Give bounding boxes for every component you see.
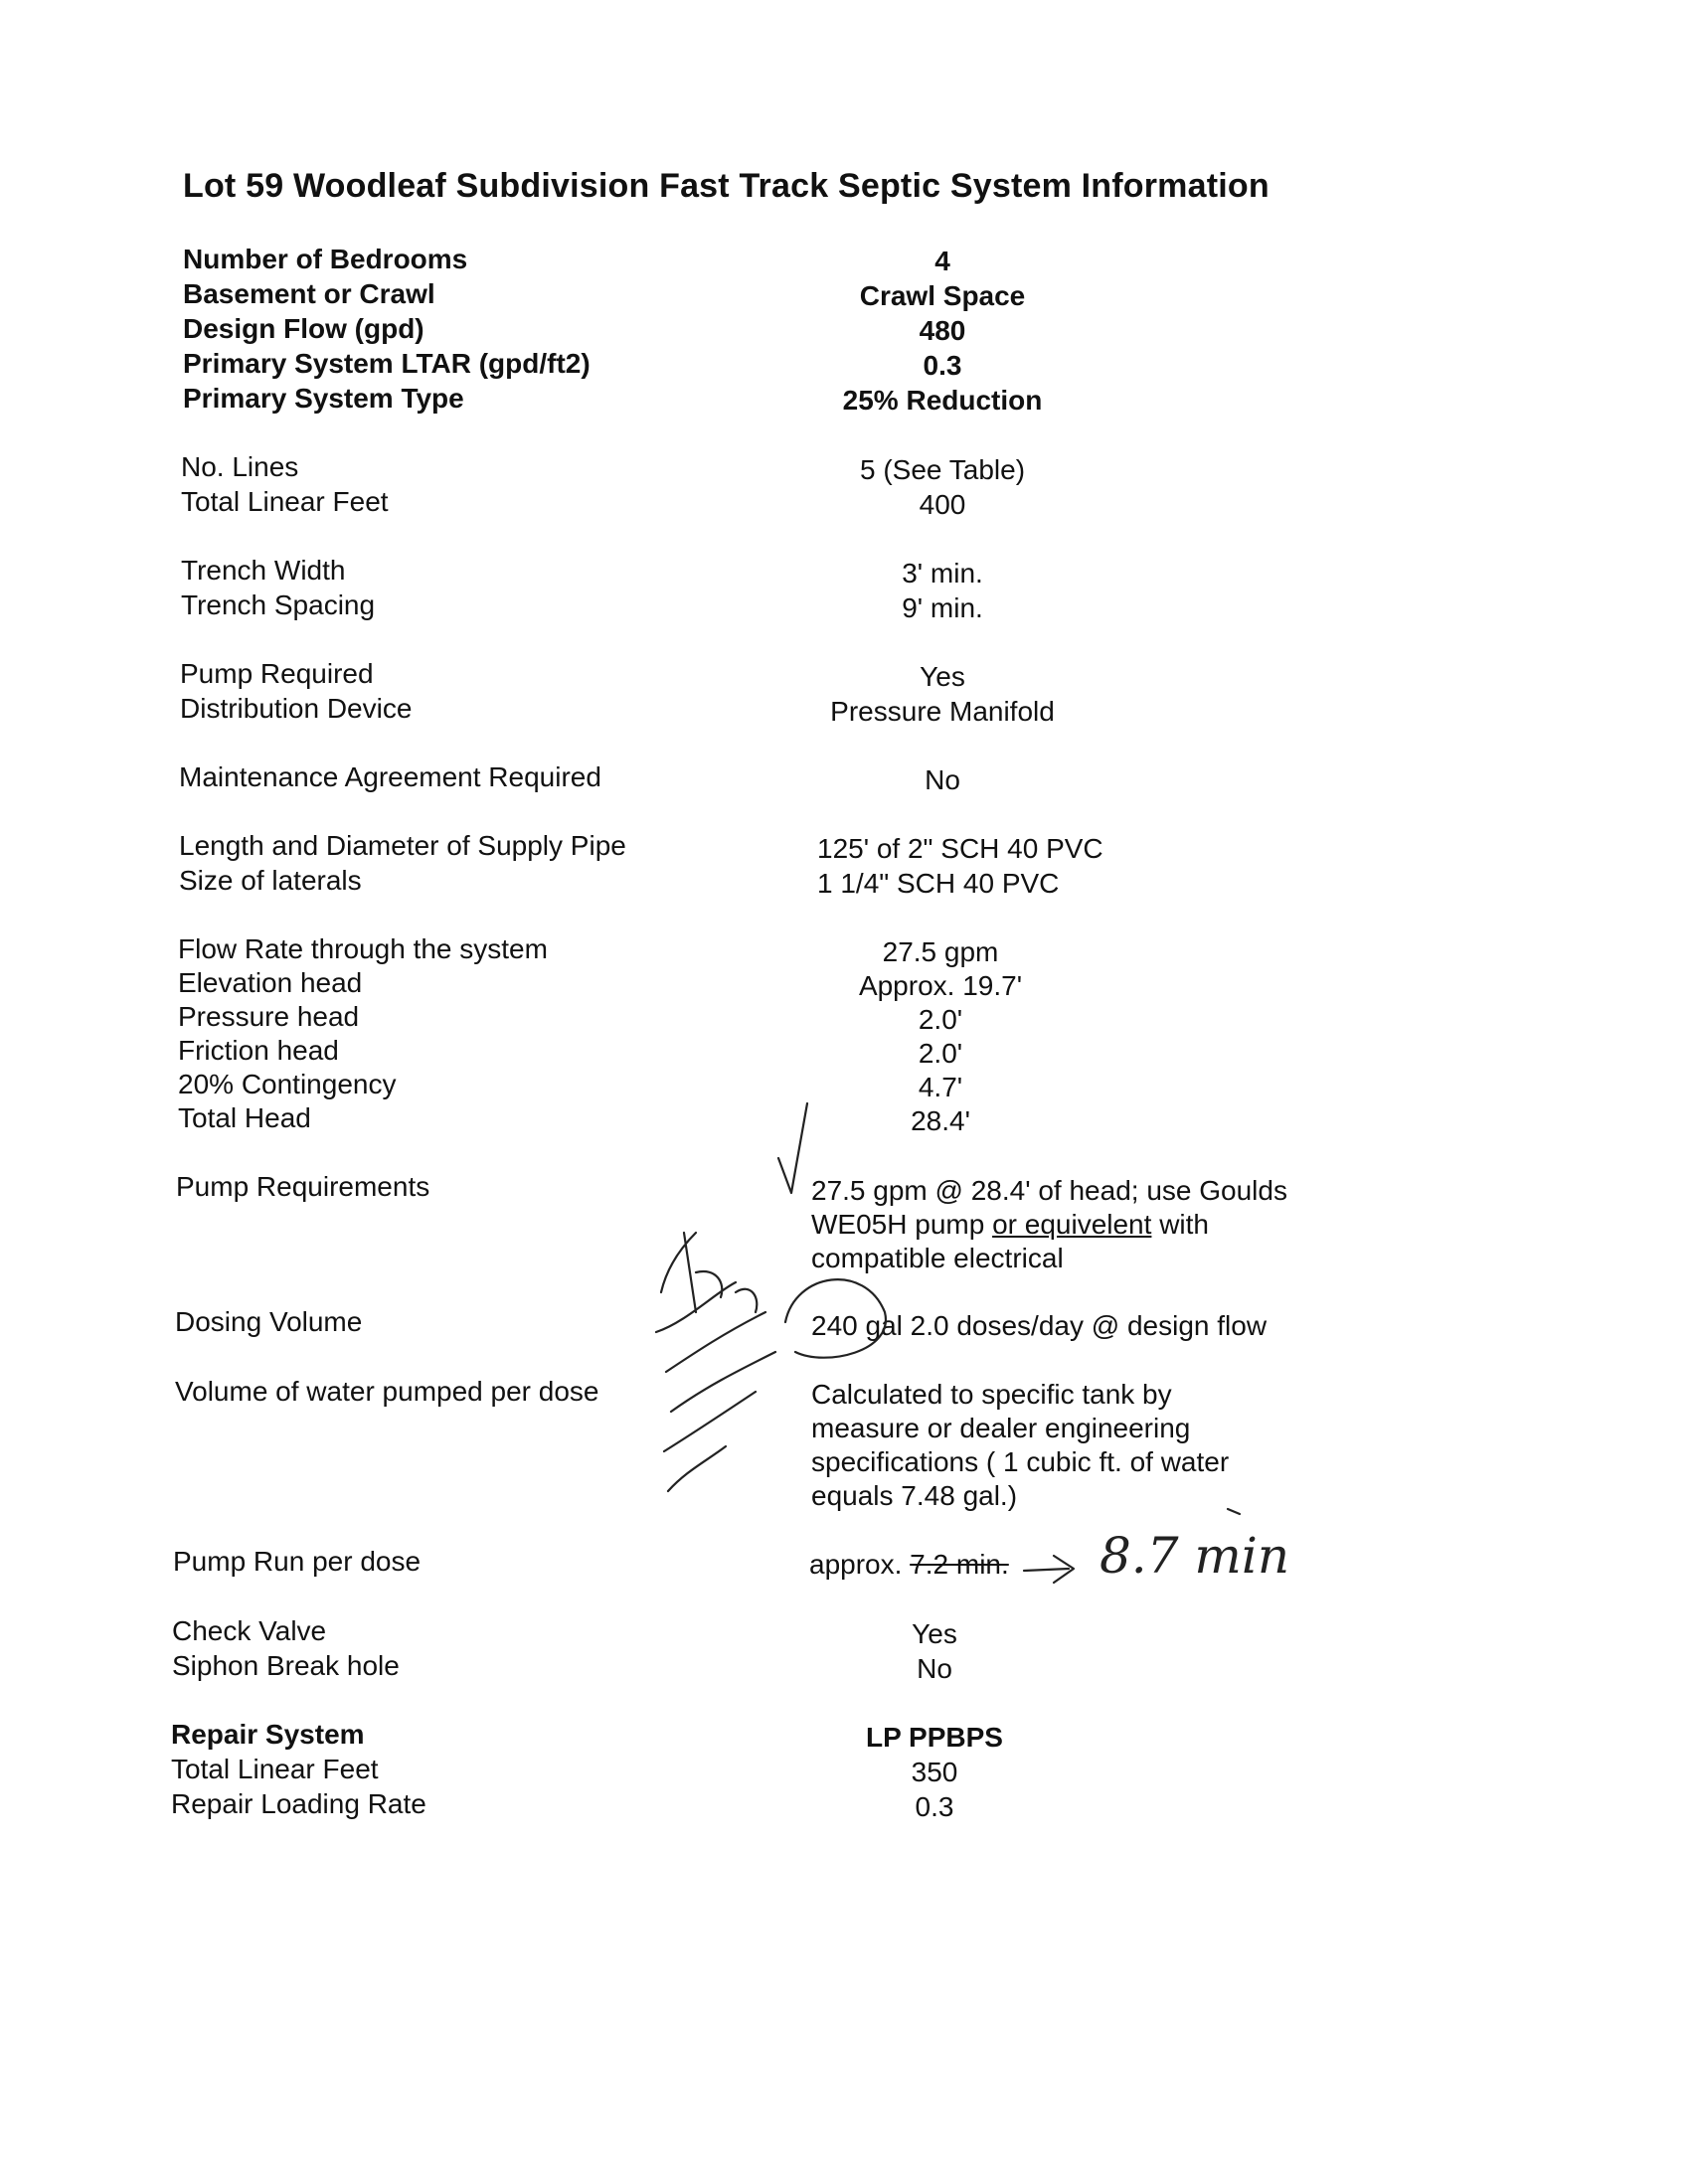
- repair-loading-value: 0.3: [915, 1791, 954, 1822]
- total-head-label: Total Head: [178, 1102, 311, 1133]
- supply-pipe-value: 125' of 2" SCH 40 PVC: [817, 833, 1103, 864]
- dosing-volume-label: Dosing Volume: [175, 1306, 363, 1337]
- margin-scribble-icon: [656, 1233, 775, 1491]
- check-valve-label: Check Valve: [172, 1615, 327, 1646]
- total-linear-feet-label: Total Linear Feet: [181, 486, 389, 517]
- check-valve-value: Yes: [912, 1618, 957, 1649]
- dosing-volume-value: 240 gal 2.0 doses/day @ design flow: [811, 1310, 1268, 1341]
- contingency-label: 20% Contingency: [178, 1069, 397, 1099]
- volume-per-dose-line-2: measure or dealer engineering: [811, 1413, 1191, 1443]
- bedrooms-label: Number of Bedrooms: [183, 244, 468, 274]
- pump-required-value: Yes: [920, 661, 965, 692]
- distribution-device-value: Pressure Manifold: [830, 696, 1055, 727]
- basement-label: Basement or Crawl: [183, 278, 435, 309]
- bedrooms-value: 4: [934, 246, 950, 276]
- ltar-label: Primary System LTAR (gpd/ft2): [183, 348, 591, 379]
- flow-rate-value: 27.5 gpm: [882, 936, 999, 967]
- total-head-value: 28.4': [911, 1105, 970, 1136]
- pressure-head-label: Pressure head: [178, 1001, 360, 1032]
- design-flow-value: 480: [919, 315, 966, 346]
- contingency-value: 4.7': [918, 1072, 963, 1102]
- volume-per-dose-label: Volume of water pumped per dose: [175, 1376, 599, 1407]
- repair-system-value: LP PPBPS: [866, 1722, 1003, 1753]
- trench-spacing-label: Trench Spacing: [181, 589, 376, 620]
- total-linear-feet-value: 400: [919, 489, 966, 520]
- elevation-head-label: Elevation head: [178, 967, 363, 998]
- basement-value: Crawl Space: [859, 280, 1026, 311]
- pump-required-label: Pump Required: [180, 658, 374, 689]
- laterals-label: Size of laterals: [179, 865, 362, 896]
- elevation-head-value: Approx. 19.7': [858, 970, 1023, 1001]
- repair-system-label: Repair System: [171, 1719, 365, 1750]
- pump-run-struck-value: 7.2 min.: [910, 1549, 1009, 1580]
- ltar-value: 0.3: [923, 350, 962, 381]
- siphon-break-label: Siphon Break hole: [172, 1650, 400, 1681]
- flow-rate-label: Flow Rate through the system: [178, 933, 548, 964]
- pump-run-value: approx. 7.2 min.: [809, 1549, 1009, 1580]
- pump-requirements-line-3: compatible electrical: [811, 1243, 1064, 1273]
- supply-pipe-label: Length and Diameter of Supply Pipe: [179, 830, 626, 861]
- repair-linear-feet-value: 350: [911, 1757, 958, 1787]
- laterals-value: 1 1/4" SCH 40 PVC: [817, 868, 1060, 899]
- distribution-device-label: Distribution Device: [180, 693, 413, 724]
- pump-run-label: Pump Run per dose: [173, 1546, 422, 1577]
- small-tick-icon: [1228, 1509, 1240, 1514]
- repair-linear-feet-label: Total Linear Feet: [171, 1754, 379, 1784]
- friction-head-label: Friction head: [178, 1035, 339, 1066]
- trench-spacing-value: 9' min.: [902, 592, 983, 623]
- design-flow-label: Design Flow (gpd): [183, 313, 424, 344]
- page-title: Lot 59 Woodleaf Subdivision Fast Track Septic System Information: [183, 167, 1270, 205]
- maintenance-value: No: [925, 764, 960, 795]
- repair-loading-label: Repair Loading Rate: [171, 1788, 426, 1819]
- no-lines-value: 5 (See Table): [859, 454, 1026, 485]
- check-mark-icon: [778, 1103, 807, 1193]
- pressure-head-value: 2.0': [918, 1004, 963, 1035]
- system-type-label: Primary System Type: [183, 383, 464, 414]
- arrow-mark-icon: [1024, 1556, 1074, 1583]
- friction-head-value: 2.0': [918, 1038, 963, 1069]
- maintenance-label: Maintenance Agreement Required: [179, 761, 601, 792]
- system-type-value: 25% Reduction: [842, 385, 1043, 416]
- pump-run-handwritten-value: 8.7 min: [1100, 1527, 1290, 1585]
- volume-per-dose-line-4: equals 7.48 gal.): [811, 1480, 1018, 1511]
- trench-width-label: Trench Width: [181, 555, 346, 586]
- or-equivelent-underlined: or equivelent: [992, 1209, 1152, 1240]
- trench-width-value: 3' min.: [902, 558, 983, 588]
- pump-requirements-line-2: WE05H pump or equivelent with: [811, 1209, 1209, 1240]
- volume-per-dose-line-3: specifications ( 1 cubic ft. of water: [811, 1446, 1230, 1477]
- siphon-break-value: No: [917, 1653, 952, 1684]
- pump-requirements-line-1: 27.5 gpm @ 28.4' of head; use Goulds: [811, 1175, 1287, 1206]
- pump-requirements-label: Pump Requirements: [176, 1171, 430, 1202]
- no-lines-label: No. Lines: [181, 451, 299, 482]
- volume-per-dose-line-1: Calculated to specific tank by: [811, 1379, 1172, 1410]
